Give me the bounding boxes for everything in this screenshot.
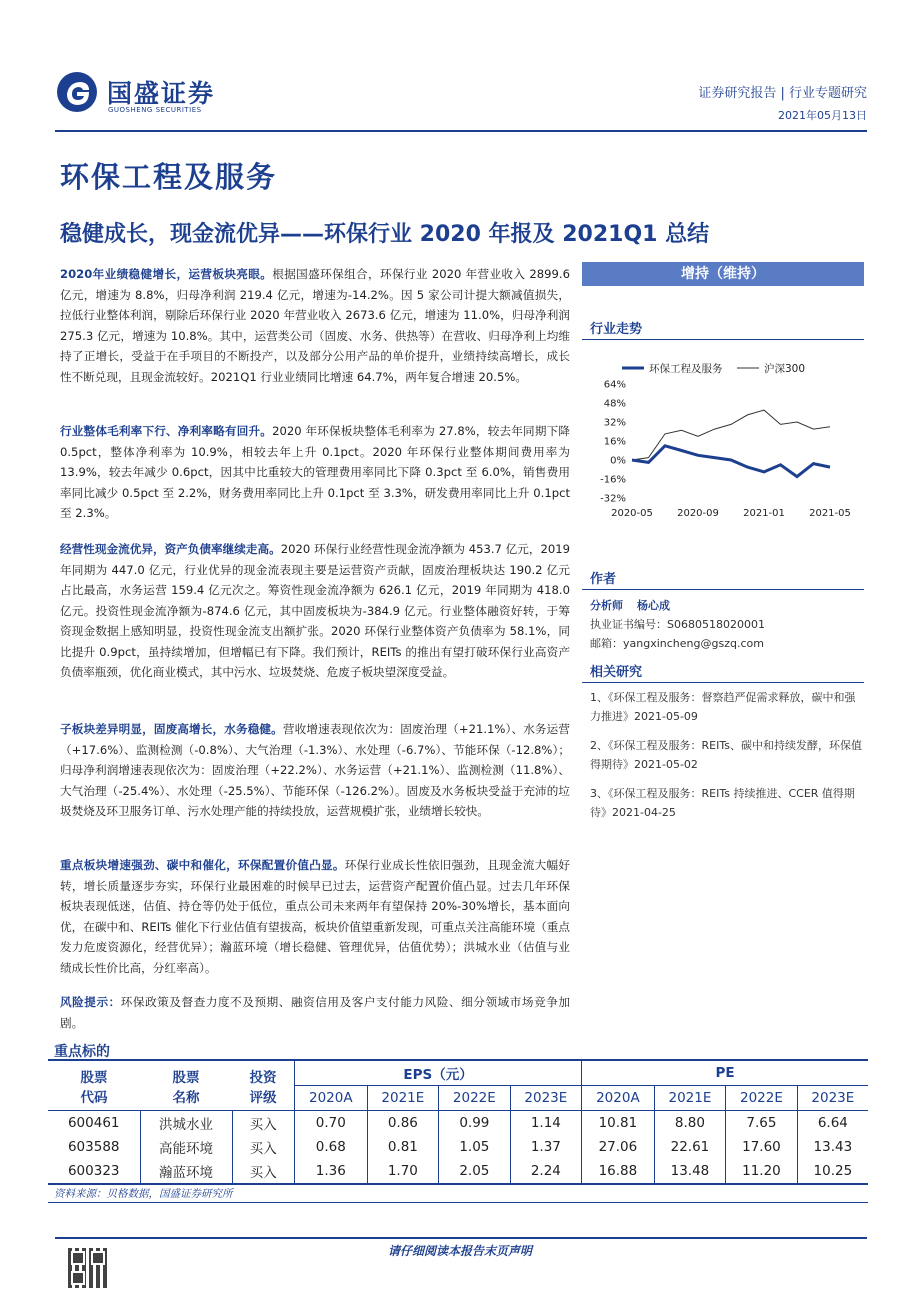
stock-name: 瀚蓝环境 — [140, 1159, 232, 1184]
paragraph-subsectors: 子板块差异明显，固废高增长，水务稳健。营收增速表现依次为：固废治理（+21.1%）、水务运营（+17.6%）、监测检测（-0.8%）、大气治理（-1.3%）、水处理（-6.7%）、节能环保（-12.8%）；归母净利润增速表现依次为：固废治理（+22.2%）、水务运营（+21.1%）、监测检测（11.8%）、大气治理（-25.4%）、水处理（-25.5%）、节能环保（-126.2%）。固废及水务板块受益于充沛的垃圾焚烧及环卫服务订单、污水处理产能的持续投放，运营规模扩张，业绩增长较快。 — [60, 722, 570, 818]
year-header: 2023E — [510, 1086, 582, 1111]
legend-label: 环保工程及服务 — [649, 363, 723, 375]
stock-rating: 买入 — [232, 1159, 295, 1184]
x-tick-label: 2020-05 — [611, 508, 653, 519]
analyst-name: 杨心成 — [637, 599, 670, 612]
pe-value: 10.81 — [582, 1111, 655, 1136]
table-row — [48, 1159, 868, 1184]
rating-badge: 增持（维持） — [582, 262, 864, 286]
pe-value: 16.88 — [582, 1159, 655, 1184]
guosheng-logo-icon — [55, 70, 99, 114]
paragraph-margin: 行业整体毛利率下行、净利率略有回升。2020 年环保板块整体毛利率为 27.8%，较去年同期下降 0.5pct，整体净利率为 10.9%，相较去年上升 0.1pct。2020 年环保行业整体期间费用率为 13.9%，较去年减少 0.6pct，因其中比重较大的管理费用率同比下降 0.3pct 至 6.0%，销售费用率同比减少 0.5pct 至 2.2%，财务费用率同比上升 0.1pct 至 3.3%，研发费用率同比上升 0.1pct 至 2.3%。 — [60, 424, 570, 520]
x-tick-label: 2021-05 — [809, 508, 851, 519]
x-tick-label: 2021-01 — [743, 508, 785, 519]
related-item[interactable]: 3、《环保工程及服务：REITs 持续推进、CCER 值得期待》2021-04-25 — [590, 787, 855, 819]
industry-title: 环保工程及服务 — [60, 160, 278, 194]
pe-value: 13.48 — [654, 1159, 726, 1184]
related-heading: 相关研究 — [590, 665, 643, 680]
pe-header: PE — [582, 1060, 868, 1086]
y-tick-label: 48% — [603, 398, 626, 410]
stock-rating: 买入 — [232, 1111, 295, 1136]
stock-code: 603588 — [67, 1139, 120, 1155]
paragraph-risk: 风险提示：环保政策及督查力度不及预期、融资信用及客户支付能力风险、细分领域市场竞争加剧。 — [60, 995, 570, 1030]
table-source: 资料来源：贝格数据，国盛证券研究所 — [54, 1188, 233, 1200]
y-tick-label: 0% — [610, 455, 626, 467]
table-row — [48, 1135, 868, 1159]
author-heading: 作者 — [590, 572, 617, 587]
pe-value: 13.43 — [797, 1135, 868, 1159]
table-row — [48, 1111, 868, 1136]
series-line — [632, 446, 830, 477]
stock-code: 600461 — [67, 1115, 120, 1131]
pe-value: 8.80 — [654, 1111, 726, 1136]
year-header: 2022E — [439, 1086, 511, 1111]
related-item[interactable]: 2、《环保工程及服务：REITs、碳中和持续发酵，环保值得期待》2021-05-02 — [590, 739, 862, 771]
eps-value: 1.37 — [510, 1135, 582, 1159]
related-divider — [582, 682, 864, 683]
col-rating-header: 投资 评级 — [232, 1060, 295, 1111]
paragraph-outlook: 重点板块增速强劲、碳中和催化，环保配置价值凸显。环保行业成长性依旧强劲，且现金流大幅好转，增长质量逐步夯实，环保行业最困难的时候早已过去，运营资产配置价值凸显。过去几年环保板块表现低迷，估值、持仓等仍处于低位，重点公司未来两年有望保持 20%-30%增长，基本面向优，在碳中和、REITs 催化下行业估值有望拔高，板块价值望重新发现，可重点关注高能环境（重点发力危废资源化，经营优异）；瀚蓝环境（增长稳健、管理优异，估值优势）；洪城水业（估值与业绩成长性价比高，分红率高）。 — [60, 858, 570, 975]
eps-value: 2.24 — [510, 1159, 582, 1184]
source-divider — [48, 1202, 868, 1203]
stock-name: 洪城水业 — [140, 1111, 232, 1136]
stock-rating: 买入 — [232, 1135, 295, 1159]
stock-code: 600323 — [48, 1159, 140, 1184]
eps-value: 1.14 — [510, 1111, 582, 1136]
y-tick-label: 32% — [603, 417, 626, 429]
year-header: 2023E — [797, 1086, 868, 1111]
pe-value: 27.06 — [582, 1135, 655, 1159]
logo — [55, 68, 255, 118]
eps-value: 0.99 — [439, 1111, 511, 1136]
eps-value: 2.05 — [439, 1159, 511, 1184]
eps-value: 1.05 — [439, 1135, 511, 1159]
trend-divider — [582, 339, 864, 340]
y-tick-label: -16% — [600, 474, 626, 486]
author-divider — [582, 589, 864, 590]
year-header: 2021E — [654, 1086, 726, 1111]
eps-header: EPS（元） — [295, 1060, 582, 1086]
pe-value: 17.60 — [726, 1135, 798, 1159]
series-line — [632, 410, 830, 460]
footer-divider — [55, 1237, 867, 1239]
author-line — [590, 596, 670, 615]
eps-value: 0.86 — [367, 1111, 439, 1136]
pe-value: 11.20 — [726, 1159, 798, 1184]
related-item[interactable]: 1、《环保工程及服务：督察趋严促需求释放，碳中和强力推进》2021-05-09 — [590, 691, 856, 723]
year-header: 2020A — [295, 1086, 368, 1111]
analyst-license: 执业证书编号：S0680518020001 — [590, 618, 765, 631]
eps-value: 0.81 — [367, 1135, 439, 1159]
footer-disclaimer: 请仔细阅读本报告末页声明 — [387, 1244, 532, 1258]
logo-en-text: GUOSHENG SECURITIES — [108, 106, 202, 114]
pe-value: 10.25 — [797, 1159, 868, 1184]
pe-value: 7.65 — [726, 1111, 798, 1136]
report-date: 2021年05月13日 — [778, 109, 867, 122]
report-type: 证券研究报告 | 行业专题研究 — [698, 86, 867, 101]
col-code-header: 股票 代码 — [48, 1060, 140, 1111]
pe-value: 6.64 — [797, 1111, 868, 1136]
trend-chart — [582, 356, 864, 526]
paragraph-cashflow: 经营性现金流优异，资产负债率继续走高。2020 环保行业经营性现金流净额为 453.7 亿元，2019 年同期为 447.0 亿元，行业优异的现金流表现主要是运营资产贡献，固废治理板块达 190.2 亿元占比最高，水务运营 159.4 亿元次之。筹资性现金流净额为 626.1 亿元，2019 年同期为 418.0 亿元。投资性现金流净额为-874.6 亿元，其中固废板块为-384.9 亿元。行业整体融资好转，于筹资现金数据上感知明显，投资性现金流支出额扩张。2020 环保行业整体资产负债率为 58.1%，同比提升 0.9pct，虽持续增加，但增幅已有下降。我们预计，REITs 的推出有望打破环保行业高资产负债率瓶颈，优化商业模式，其中污水、垃圾焚烧、危废子板块望深度受益。 — [60, 542, 570, 679]
report-title: 稳健成长，现金流优异——环保行业 2020 年报及 2021Q1 总结 — [60, 222, 710, 247]
stock-name: 高能环境 — [140, 1135, 232, 1159]
y-tick-label: 64% — [603, 379, 626, 391]
eps-value: 1.36 — [295, 1159, 368, 1184]
eps-value: 0.68 — [295, 1135, 368, 1159]
year-header: 2022E — [726, 1086, 798, 1111]
year-header: 2020A — [582, 1086, 655, 1111]
col-name-header: 股票 名称 — [140, 1060, 232, 1111]
header-divider — [55, 130, 867, 132]
analyst-role: 分析师 — [590, 599, 623, 612]
eps-value: 1.70 — [367, 1159, 439, 1184]
eps-value: 0.70 — [295, 1111, 368, 1136]
trend-heading: 行业走势 — [590, 322, 643, 337]
paragraph-performance: 2020年业绩稳健增长，运营板块亮眼。根据国盛环保组合，环保行业 2020 年营业收入 2899.6 亿元，增速为 8.8%，归母净利润 219.4 亿元，增速为-14.2%。因 5 家公司计提大额减值损失，拉低行业整体利润，剔除后环保行业 2020 年营业收入 2673.6 亿元，增速为 11.0%，归母净利润 275.3 亿元，增速为 10.8%。其中，运营类公司（固废、水务、供热等）在营收、归母净利上均维持了正增长，受益于在手项目的不断投产，以及部分公用产品的单价提升，业绩持续高增长，成长性不断兑现，且现金流较好。2021Q1 行业业绩同比增速 64.7%，两年复合增速 20.5%。 — [60, 267, 570, 384]
key-stocks-table — [48, 1059, 868, 1185]
logo-cn-text: 国盛证券 — [107, 79, 216, 108]
pe-value: 22.61 — [654, 1135, 726, 1159]
year-header: 2021E — [367, 1086, 439, 1111]
legend-label: 沪深300 — [764, 363, 806, 375]
key-table-heading: 重点标的 — [54, 1044, 110, 1060]
y-tick-label: -32% — [600, 493, 626, 505]
analyst-email[interactable]: 邮箱：yangxincheng@gszq.com — [590, 637, 764, 650]
x-tick-label: 2020-09 — [677, 508, 719, 519]
y-tick-label: 16% — [603, 436, 626, 448]
